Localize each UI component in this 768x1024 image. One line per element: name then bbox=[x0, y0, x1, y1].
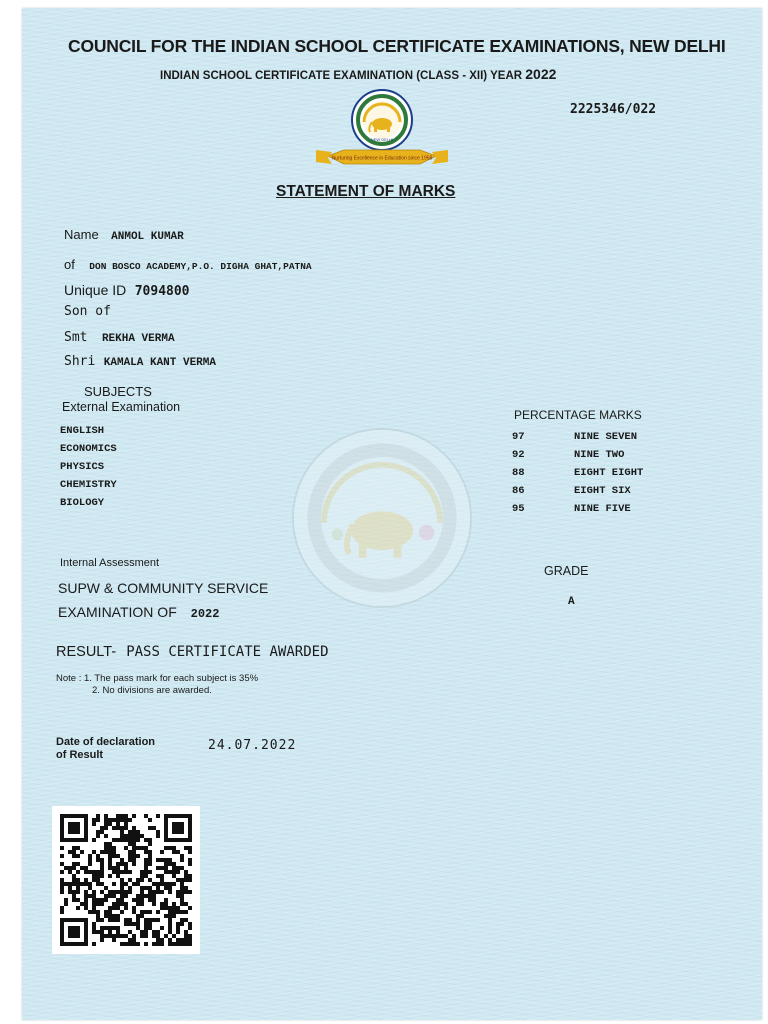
marks-words: NINE FIVE bbox=[574, 503, 631, 515]
svg-text:NEW DELHI: NEW DELHI bbox=[370, 137, 394, 142]
mother-row bbox=[64, 328, 175, 346]
subject-name: CHEMISTRY bbox=[60, 479, 117, 491]
name-label: Name bbox=[64, 227, 99, 242]
notes bbox=[56, 673, 258, 697]
result-value: PASS CERTIFICATE AWARDED bbox=[126, 644, 329, 660]
unique-id-label: Unique ID bbox=[64, 282, 127, 298]
svg-text:Nurturing Excellence in Educat: Nurturing Excellence in Education since 1958 bbox=[331, 155, 433, 162]
father-row bbox=[64, 352, 216, 370]
candidate-name: ANMOL KUMAR bbox=[111, 231, 184, 243]
marks-row bbox=[512, 446, 643, 464]
statement-title: STATEMENT OF MARKS bbox=[276, 183, 456, 200]
subject-name: PHYSICS bbox=[60, 461, 105, 473]
marks-words: EIGHT EIGHT bbox=[574, 467, 644, 479]
of-label: of bbox=[64, 257, 75, 272]
father-prefix: Shri bbox=[64, 354, 96, 369]
declaration-label-line2: of Result bbox=[56, 749, 104, 761]
result-row bbox=[56, 644, 329, 660]
marks-words: NINE SEVEN bbox=[574, 431, 638, 443]
exam-title bbox=[160, 66, 556, 82]
marks-row bbox=[512, 428, 643, 446]
mother-name: REKHA VERMA bbox=[101, 333, 175, 345]
marksheet bbox=[22, 8, 762, 1020]
council-title: COUNCIL FOR THE INDIAN SCHOOL CERTIFICATE EXAMINATIONS, NEW DELHI bbox=[68, 36, 726, 56]
exam-year: 2022 bbox=[525, 66, 557, 82]
internal-assessment-heading: Internal Assessment bbox=[60, 557, 160, 569]
school-name: DON BOSCO ACADEMY,P.O. DIGHA GHAT,PATNA bbox=[89, 261, 312, 272]
qr-code bbox=[52, 806, 200, 954]
percentage-marks-heading: PERCENTAGE MARKS bbox=[514, 408, 642, 422]
unique-id-row bbox=[64, 282, 190, 300]
examination-of-year: 2022 bbox=[190, 607, 220, 621]
marks-words: EIGHT SIX bbox=[574, 485, 631, 497]
council-seal-logo bbox=[302, 86, 462, 182]
mother-prefix: Smt bbox=[64, 330, 88, 345]
marks-row bbox=[512, 482, 643, 500]
son-of-label: Son of bbox=[64, 304, 111, 319]
subject-name: ECONOMICS bbox=[60, 443, 117, 455]
marks-row bbox=[512, 464, 643, 482]
exam-title-text: INDIAN SCHOOL CERTIFICATE EXAMINATION (CLASS - XII) YEAR bbox=[160, 70, 523, 82]
marks-value: 86 bbox=[512, 485, 525, 497]
declaration-label bbox=[56, 736, 155, 762]
declaration-label-line1: Date of declaration bbox=[56, 736, 156, 748]
subject-name: BIOLOGY bbox=[60, 497, 105, 509]
result-label: RESULT- bbox=[56, 644, 117, 660]
grade-heading: GRADE bbox=[544, 564, 589, 578]
note-2: 2. No divisions are awarded. bbox=[92, 685, 212, 696]
subject-list bbox=[60, 422, 117, 512]
external-exam-heading: External Examination bbox=[62, 400, 181, 414]
declaration-date: 24.07.2022 bbox=[208, 738, 297, 753]
subject-name: ENGLISH bbox=[60, 425, 105, 437]
candidate-name-row bbox=[64, 226, 184, 244]
note-1: Note : 1. The pass mark for each subject is 35% bbox=[56, 673, 259, 684]
supw-grade: A bbox=[568, 596, 575, 608]
marks-value: 95 bbox=[512, 503, 525, 515]
marks-words: NINE TWO bbox=[574, 449, 625, 461]
unique-id: 7094800 bbox=[134, 284, 190, 299]
marks-list bbox=[512, 428, 643, 518]
marks-value: 88 bbox=[512, 467, 525, 479]
marks-row bbox=[512, 500, 643, 518]
subjects-heading: SUBJECTS bbox=[84, 384, 152, 399]
father-name: KAMALA KANT VERMA bbox=[103, 357, 216, 369]
marks-value: 97 bbox=[512, 431, 525, 443]
examination-of-label: EXAMINATION OF bbox=[58, 604, 177, 620]
council-watermark-logo bbox=[284, 426, 480, 610]
school-row bbox=[64, 256, 312, 274]
certificate-number: 2225346/022 bbox=[570, 102, 657, 117]
marks-value: 92 bbox=[512, 449, 525, 461]
supw-subject: SUPW & COMMUNITY SERVICE bbox=[58, 580, 269, 596]
examination-of-row bbox=[58, 604, 219, 621]
